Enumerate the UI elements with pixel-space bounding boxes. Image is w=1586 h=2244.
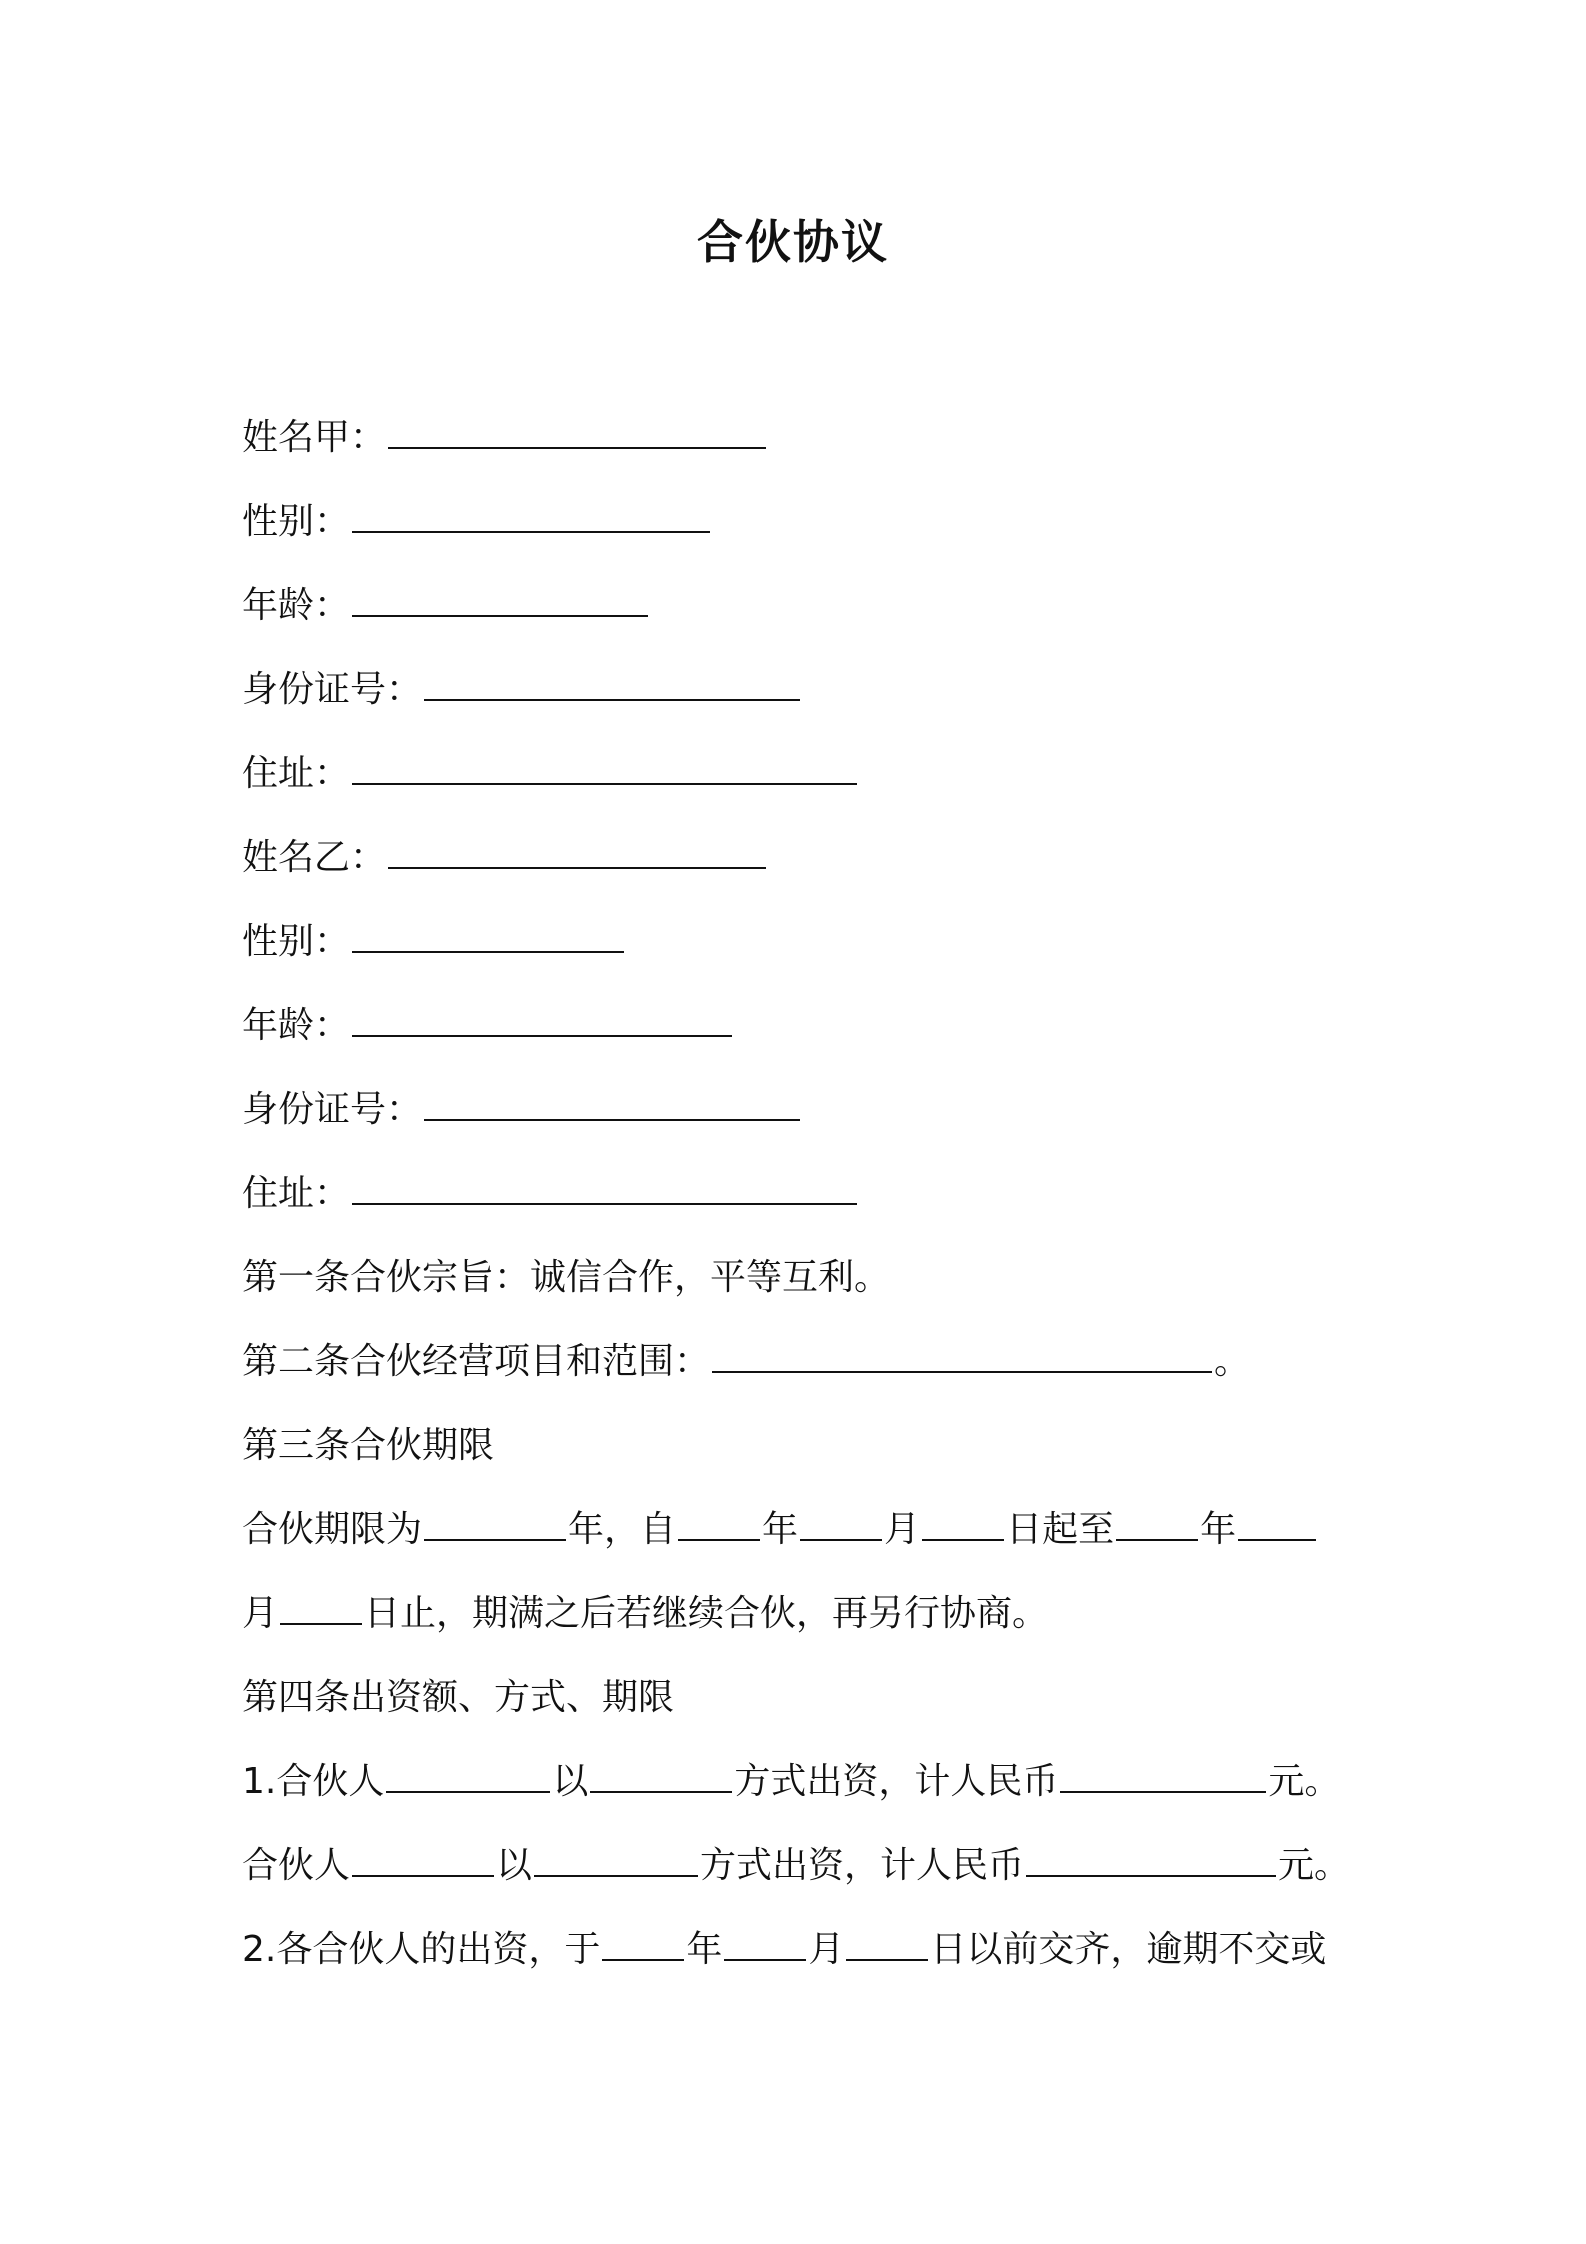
start-day-blank[interactable] [922, 1509, 1004, 1541]
party-a-name-label: 姓名甲： [242, 417, 387, 458]
party-b-gender-label: 性别： [242, 921, 351, 962]
start-year-blank[interactable] [678, 1509, 760, 1541]
party-a-address-row [242, 749, 859, 799]
term-text-4: 月 [884, 1509, 921, 1550]
term-text-5: 日起至 [1006, 1509, 1115, 1550]
party-b-gender-blank[interactable] [352, 921, 624, 953]
term-years-blank[interactable] [424, 1509, 566, 1541]
article-2-scope-blank[interactable] [712, 1341, 1212, 1373]
article-4-clause-2 [242, 1925, 1326, 1975]
clause-1b-text-3: 方式出资，计人民币 [700, 1845, 1025, 1886]
article-2-end: 。 [1214, 1341, 1251, 1382]
deadline-month-blank[interactable] [724, 1929, 806, 1961]
party-a-age-blank[interactable] [352, 585, 648, 617]
term-text-1: 合伙期限为 [242, 1509, 423, 1550]
partner-2-blank[interactable] [352, 1845, 494, 1877]
party-a-gender-label: 性别： [242, 501, 351, 542]
deadline-day-blank[interactable] [846, 1929, 928, 1961]
party-b-id-label: 身份证号： [242, 1089, 423, 1130]
deadline-year-blank[interactable] [602, 1929, 684, 1961]
party-b-address-label: 住址： [242, 1173, 351, 1214]
party-a-gender-blank[interactable] [352, 501, 710, 533]
term-text-8: 日止，期满之后若继续合伙，再另行协商。 [364, 1593, 1049, 1634]
end-month-blank[interactable] [1238, 1509, 1316, 1541]
clause-1b-text-2: 以 [496, 1845, 533, 1886]
article-4-clause-1b [242, 1841, 1350, 1891]
article-2-row [242, 1337, 1250, 1387]
party-a-id-blank[interactable] [424, 669, 800, 701]
party-b-name-label: 姓名乙： [242, 837, 387, 878]
partner-2-method-blank[interactable] [534, 1845, 698, 1877]
party-a-age-row [242, 581, 650, 631]
clause-1b-text-4: 元。 [1278, 1845, 1351, 1886]
clause-2-text-2: 年 [686, 1929, 723, 1970]
party-b-id-blank[interactable] [424, 1089, 800, 1121]
clause-2-text-3: 月 [808, 1929, 845, 1970]
partner-2-amount-blank[interactable] [1026, 1845, 1276, 1877]
partner-1-blank[interactable] [386, 1761, 550, 1793]
article-3-term-line-1 [242, 1505, 1318, 1555]
clause-1a-text-3: 方式出资，计人民币 [734, 1761, 1059, 1802]
article-4-heading: 第四条出资额、方式、期限 [242, 1677, 675, 1718]
clause-1a-text-1: 1.合伙人 [242, 1761, 385, 1802]
clause-2-text-1: 2.各合伙人的出资，于 [242, 1929, 601, 1970]
article-2-label: 第二条合伙经营项目和范围： [242, 1341, 711, 1382]
clause-1a-text-4: 元。 [1268, 1761, 1341, 1802]
party-a-name-row [242, 413, 768, 463]
term-text-3: 年 [762, 1509, 799, 1550]
party-b-name-blank[interactable] [388, 837, 766, 869]
end-year-blank[interactable] [1116, 1509, 1198, 1541]
party-a-age-label: 年龄： [242, 585, 351, 626]
party-a-name-blank[interactable] [388, 417, 766, 449]
partner-1-method-blank[interactable] [590, 1761, 732, 1793]
article-1: 第一条合伙宗旨：诚信合作，平等互利。 [242, 1257, 891, 1298]
article-3-heading: 第三条合伙期限 [242, 1425, 495, 1466]
party-a-gender-row [242, 497, 712, 547]
party-a-id-label: 身份证号： [242, 669, 423, 710]
party-b-age-label: 年龄： [242, 1005, 351, 1046]
article-3-term-line-2 [242, 1589, 1048, 1639]
document-title: 合伙协议 [697, 215, 889, 269]
party-b-id-row [242, 1085, 802, 1135]
term-text-2: 年，自 [568, 1509, 677, 1550]
term-text-7: 月 [242, 1593, 279, 1634]
term-text-6: 年 [1200, 1509, 1237, 1550]
start-month-blank[interactable] [800, 1509, 882, 1541]
party-a-address-label: 住址： [242, 753, 351, 794]
party-a-address-blank[interactable] [352, 753, 857, 785]
article-4-clause-1a [242, 1757, 1340, 1807]
party-a-id-row [242, 665, 802, 715]
party-b-age-blank[interactable] [352, 1005, 732, 1037]
party-b-address-blank[interactable] [352, 1173, 857, 1205]
clause-1b-text-1: 合伙人 [242, 1845, 351, 1886]
end-day-blank[interactable] [280, 1593, 362, 1625]
party-b-age-row [242, 1001, 734, 1051]
party-b-gender-row [242, 917, 626, 967]
clause-2-text-4: 日以前交齐，逾期不交或 [930, 1929, 1327, 1970]
party-b-address-row [242, 1169, 859, 1219]
partner-1-amount-blank[interactable] [1060, 1761, 1266, 1793]
party-b-name-row [242, 833, 768, 883]
clause-1a-text-2: 以 [552, 1761, 589, 1802]
